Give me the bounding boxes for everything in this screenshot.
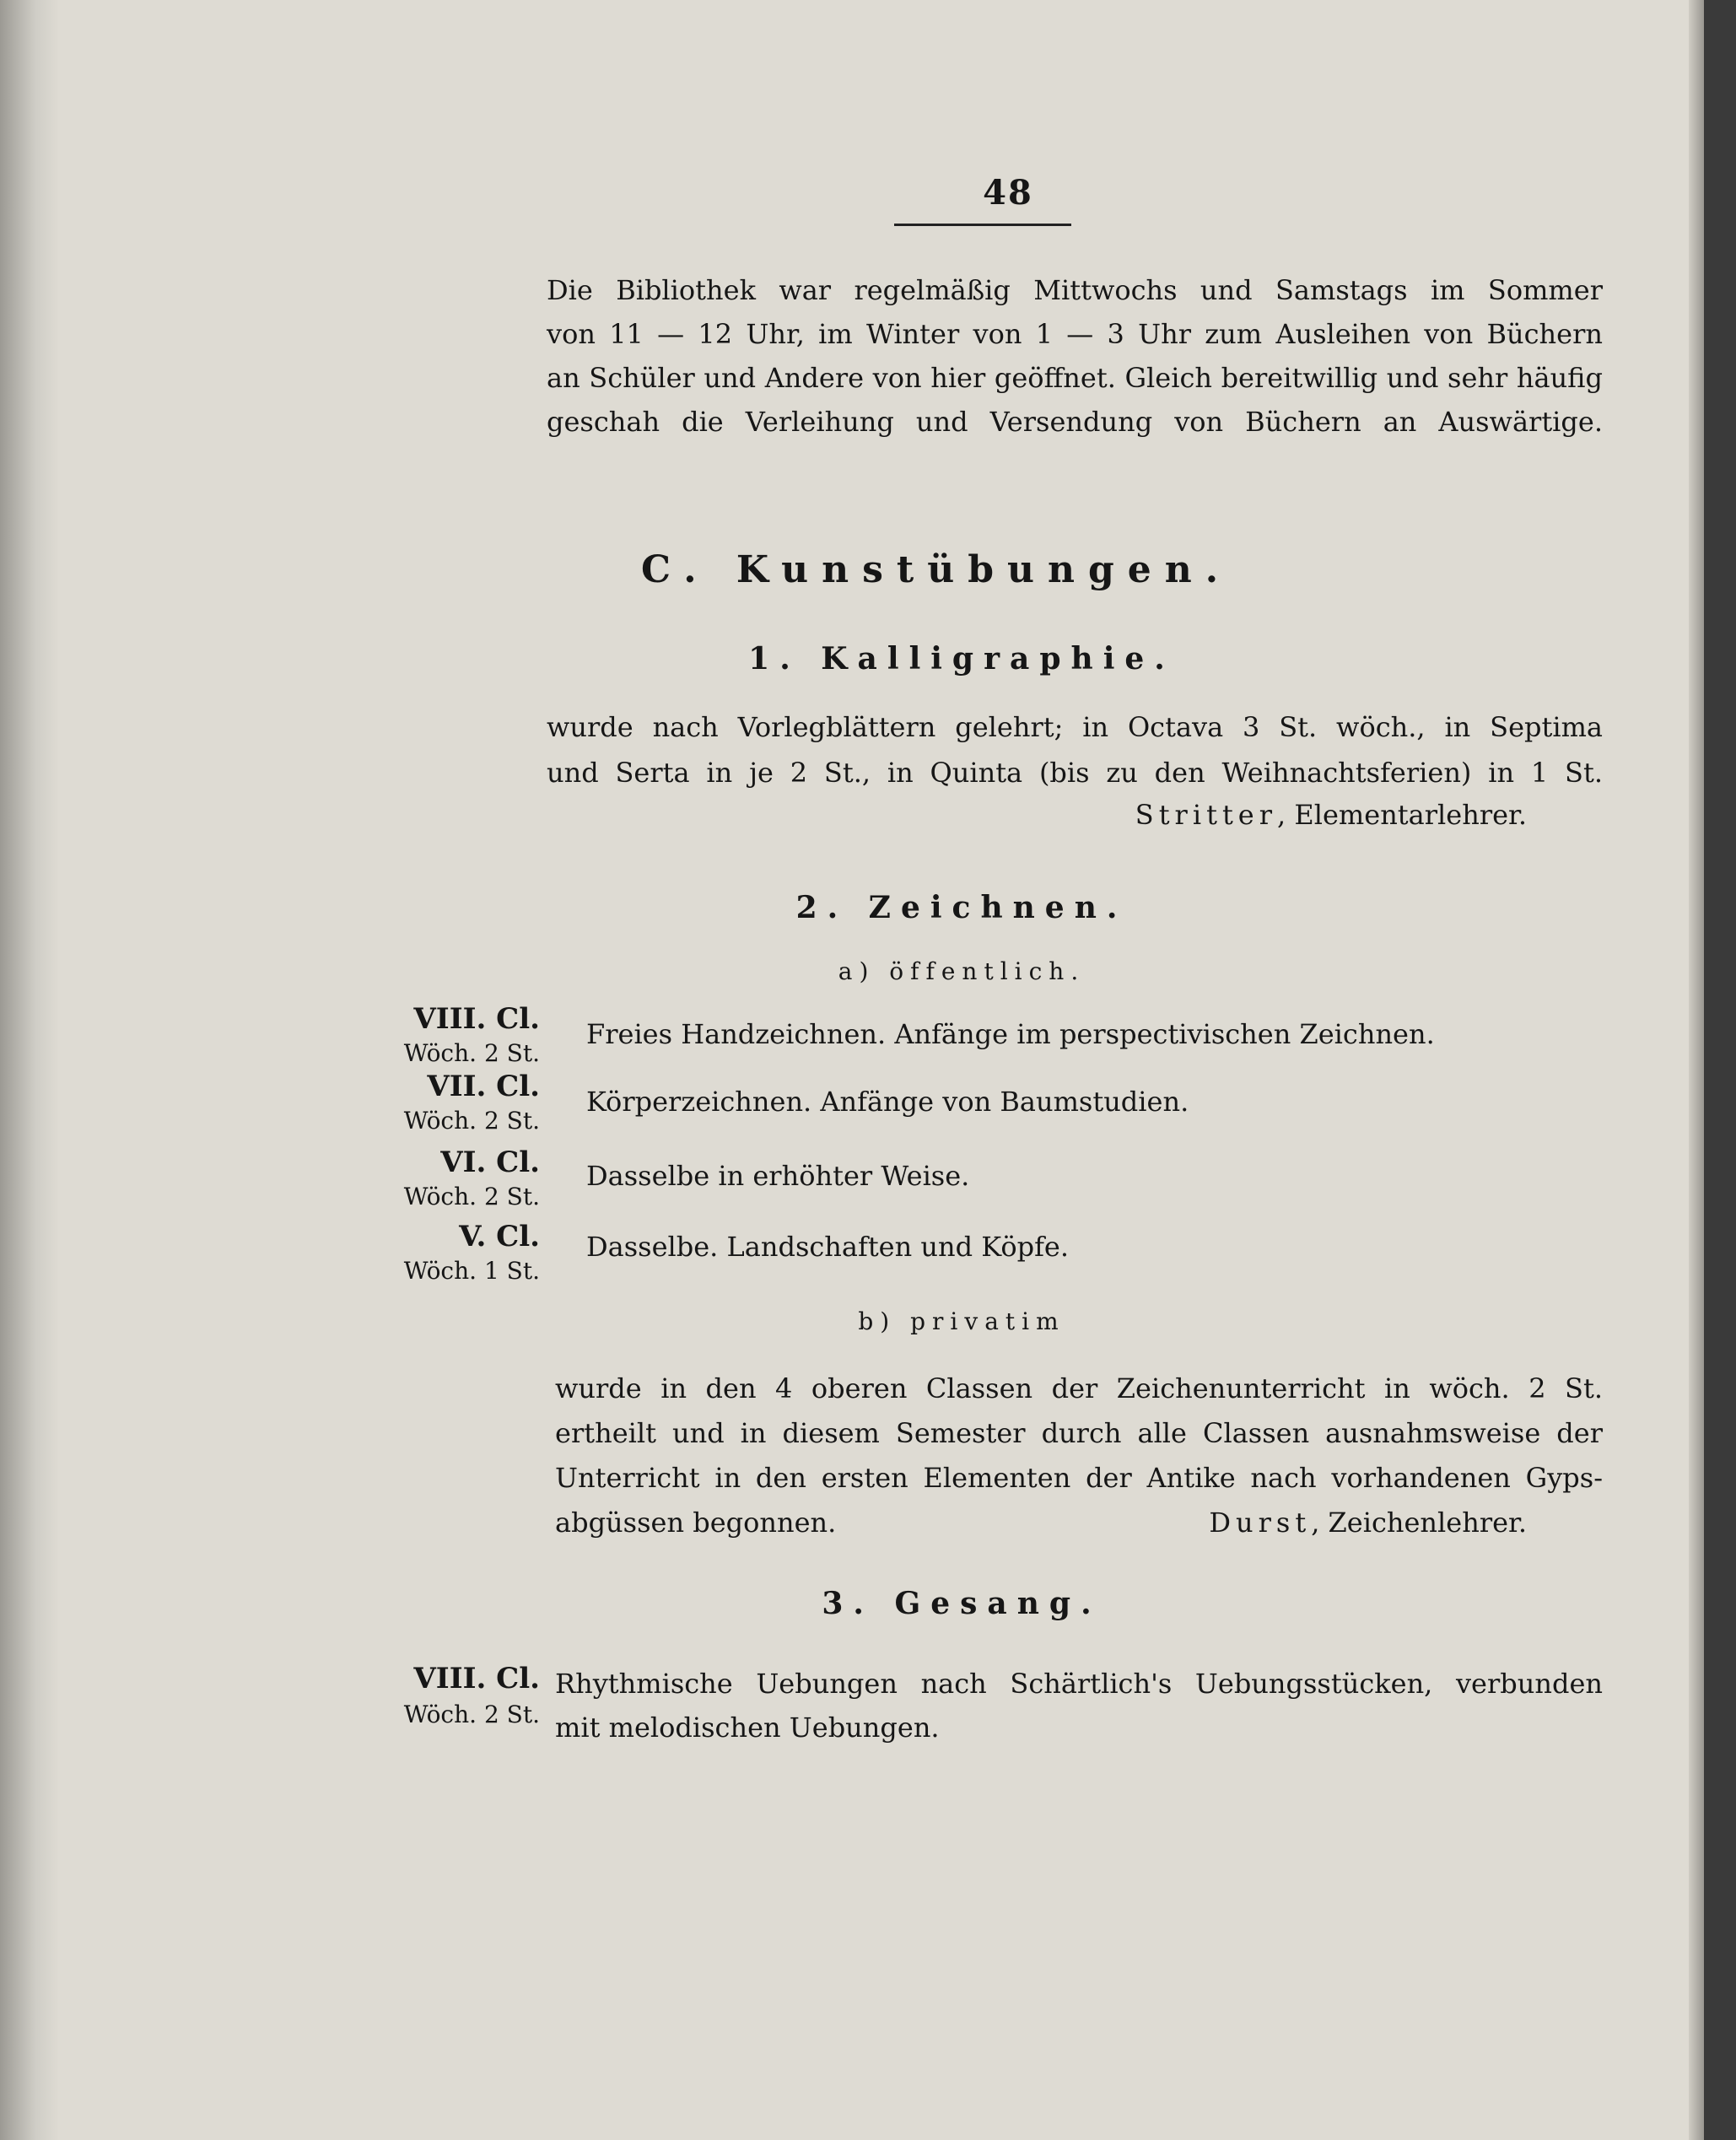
calligraphy-line-2: und Serta in je 2 St., in Quinta (bis zu den Weihnachtsferien) in 1 St. — [547, 757, 1603, 789]
calligraphy-teacher — [1135, 793, 1527, 837]
drawing-private-last-line: abgüssen begonnen. — [555, 1507, 837, 1539]
page-number-rule — [894, 224, 1071, 226]
drawing-row-4-class: V. Cl. — [459, 1220, 540, 1253]
drawing-private-line-3: Unterricht in den ersten Elementen der Antike nach vorhandenen Gyps- — [555, 1462, 1603, 1494]
drawing-teacher — [1209, 1501, 1527, 1544]
library-line-1: Die Bibliothek war regelmäßig Mittwochs und Samstags im Sommer — [547, 274, 1603, 306]
singing-class: VIII. Cl. — [413, 1662, 540, 1695]
drawing-private-line-2: ertheilt und in diesem Semester durch alle Classen ausnahmsweise der — [555, 1417, 1603, 1449]
drawing-private-line-1: wurde in den 4 oberen Classen der Zeichenunterricht in wöch. 2 St. — [555, 1372, 1603, 1404]
drawing-row-2-text: Körperzeichnen. Anfänge von Baumstudien. — [586, 1086, 1189, 1118]
drawing-private-heading: b) privatim — [858, 1307, 1065, 1335]
calligraphy-heading: 1. Kalligraphie. — [748, 641, 1175, 676]
drawing-row-2-class: VII. Cl. — [427, 1070, 540, 1103]
drawing-row-1-class: VIII. Cl. — [413, 1002, 540, 1036]
book-spine-shadow — [0, 0, 59, 2140]
singing-heading: 3. Gesang. — [822, 1586, 1102, 1621]
library-line-3: an Schüler und Andere von hier geöffnet. Gleich bereitwillig und sehr häufig — [547, 362, 1603, 394]
library-line-2: von 11 — 12 Uhr, im Winter von 1 — 3 Uhr zum Ausleihen von Büchern — [547, 318, 1603, 350]
drawing-public-heading: a) öffentlich. — [838, 957, 1086, 985]
calligraphy-teacher-role: , Elementarlehrer. — [1277, 799, 1527, 831]
calligraphy-teacher-name: Stritter — [1135, 799, 1278, 831]
singing-line-1: Rhythmische Uebungen nach Schärtlich's Uebungsstücken, verbunden — [555, 1668, 1603, 1700]
drawing-row-3-text: Dasselbe in erhöhter Weise. — [586, 1160, 970, 1192]
drawing-row-4-text: Dasselbe. Landschaften und Köpfe. — [586, 1231, 1070, 1263]
drawing-row-4-hours: Wöch. 1 St. — [403, 1257, 540, 1285]
page-number: 48 — [983, 173, 1033, 213]
library-line-4: geschah die Verleihung und Versendung von Büchern an Auswärtige. — [547, 406, 1603, 438]
drawing-row-2-hours: Wöch. 2 St. — [403, 1107, 540, 1135]
calligraphy-line-1: wurde nach Vorlegblättern gelehrt; in Octava 3 St. wöch., in Septima — [547, 711, 1603, 743]
drawing-row-1-hours: Wöch. 2 St. — [403, 1039, 540, 1067]
drawing-heading: 2. Zeichnen. — [795, 890, 1128, 925]
drawing-row-3-hours: Wöch. 2 St. — [403, 1183, 540, 1210]
drawing-row-3-class: VI. Cl. — [440, 1145, 540, 1179]
drawing-teacher-role: , Zeichenlehrer. — [1311, 1507, 1527, 1539]
drawing-row-1-text: Freies Handzeichnen. Anfänge im perspectivischen Zeichnen. — [586, 1018, 1435, 1050]
singing-hours: Wöch. 2 St. — [403, 1701, 540, 1728]
drawing-teacher-name: Durst — [1209, 1507, 1312, 1539]
singing-line-2: mit melodischen Uebungen. — [555, 1711, 940, 1744]
section-heading: C. Kunstübungen. — [640, 548, 1232, 591]
